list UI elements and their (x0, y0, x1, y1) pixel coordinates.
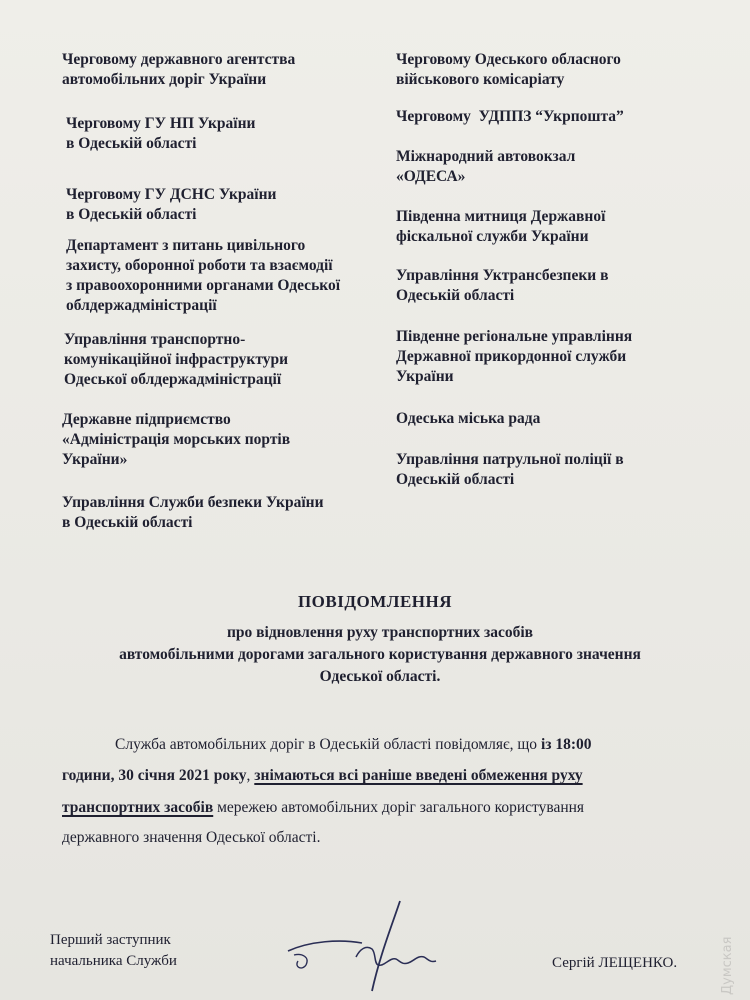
body-line-2 (62, 767, 583, 785)
body-line-1 (115, 736, 592, 754)
addressee-right-3 (396, 147, 575, 187)
body-text: , (246, 767, 255, 784)
body-text-bold: години, 30 січня 2021 року (62, 767, 247, 784)
signatory-name: Сергій ЛЕЩЕНКО. (552, 955, 678, 971)
addressee-line: автомобільних доріг України (62, 71, 267, 88)
body-text: Служба автомобільних доріг в Одеській області повідомляє, що (115, 736, 541, 753)
addressee-left-1 (62, 50, 295, 90)
addressee-line: військового комісаріату (396, 71, 565, 88)
addressee-right-7 (396, 409, 540, 429)
addressee-line: в Одеській області (66, 135, 197, 152)
addressee-right-6 (396, 327, 632, 387)
addressee-right-5 (396, 266, 608, 306)
addressee-line: облдержадміністрації (66, 297, 217, 314)
addressee-right-2 (396, 107, 624, 127)
addressee-left-5 (64, 330, 288, 390)
addressee-line: «Адміністрація морських портів (62, 431, 291, 448)
addressee-line: Одеської облдержадміністрації (64, 371, 282, 388)
addressee-line: Черговому Одеського обласного (396, 51, 621, 68)
addressee-line: Державне підприємство (62, 411, 231, 428)
body-text: державного значення Одеської області. (62, 829, 321, 846)
addressee-line: Черговому державного агентства (62, 51, 296, 68)
handwritten-signature (280, 895, 450, 995)
body-text-underlined: знімаються всі раніше введені обмеження руху (254, 767, 583, 784)
addressee-line: комунікаційної інфраструктури (64, 351, 289, 368)
addressee-line: Державної прикордонної служби (396, 348, 627, 365)
subtitle-line: Одеської області. (319, 668, 441, 685)
addressee-line: з правоохоронними органами Одеської (66, 277, 341, 294)
body-line-3 (62, 799, 584, 817)
addressee-line: Південне регіональне управління (396, 328, 633, 345)
addressee-line: Черговому ГУ НП України (66, 115, 256, 132)
addressee-line: Одеській області (396, 471, 515, 488)
addressee-line: в Одеській області (62, 514, 193, 531)
notice-subtitle (60, 622, 700, 688)
addressee-line: Управління Служби безпеки України (62, 494, 324, 511)
signatory-position (50, 930, 177, 972)
addressee-left-2 (66, 114, 255, 154)
addressee-right-4 (396, 207, 605, 247)
addressee-left-7 (62, 493, 324, 533)
addressee-right-8 (396, 450, 624, 490)
addressee-line: Черговому УДППЗ “Укрпошта” (396, 108, 624, 125)
addressee-line: Одеська міська рада (396, 410, 541, 427)
addressee-line: Департамент з питань цивільного (66, 237, 306, 254)
addressee-line: України» (62, 451, 128, 468)
addressee-line: Управління Уктрансбезпеки в (396, 267, 609, 284)
addressee-line: Міжнародний автовокзал (396, 148, 576, 165)
body-line-4 (62, 829, 320, 847)
notice-title: ПОВІДОМЛЕННЯ (297, 592, 453, 611)
addressee-line: Одеській області (396, 287, 515, 304)
position-line: Перший заступник (50, 932, 171, 948)
body-text: мережею автомобільних доріг загального користування (213, 799, 585, 816)
position-line: начальника Служби (50, 953, 177, 969)
subtitle-line: про відновлення руху транспортних засобів (226, 624, 534, 641)
body-text-underlined: транспортних засобів (62, 799, 214, 816)
addressee-left-3 (66, 185, 276, 225)
addressee-line: Черговому ГУ ДСНС України (66, 186, 277, 203)
addressee-line: фіскальної служби України (396, 228, 589, 245)
addressee-line: «ОДЕСА» (396, 168, 466, 185)
addressee-line: Управління патрульної поліції в (396, 451, 624, 468)
addressee-line: Управління транспортно- (64, 331, 246, 348)
addressee-line: захисту, оборонної роботи та взаємодії (66, 257, 333, 274)
addressee-left-4 (66, 236, 340, 316)
subtitle-line: автомобільними дорогами загального користування державного значення (119, 646, 641, 663)
addressee-line: Південна митниця Державної (396, 208, 606, 225)
addressee-line: України (396, 368, 454, 385)
body-text-bold: із 18:00 (540, 736, 592, 753)
addressee-line: в Одеській області (66, 206, 197, 223)
addressee-left-6 (62, 410, 290, 470)
addressee-right-1 (396, 50, 621, 90)
watermark: Думская (720, 936, 735, 995)
